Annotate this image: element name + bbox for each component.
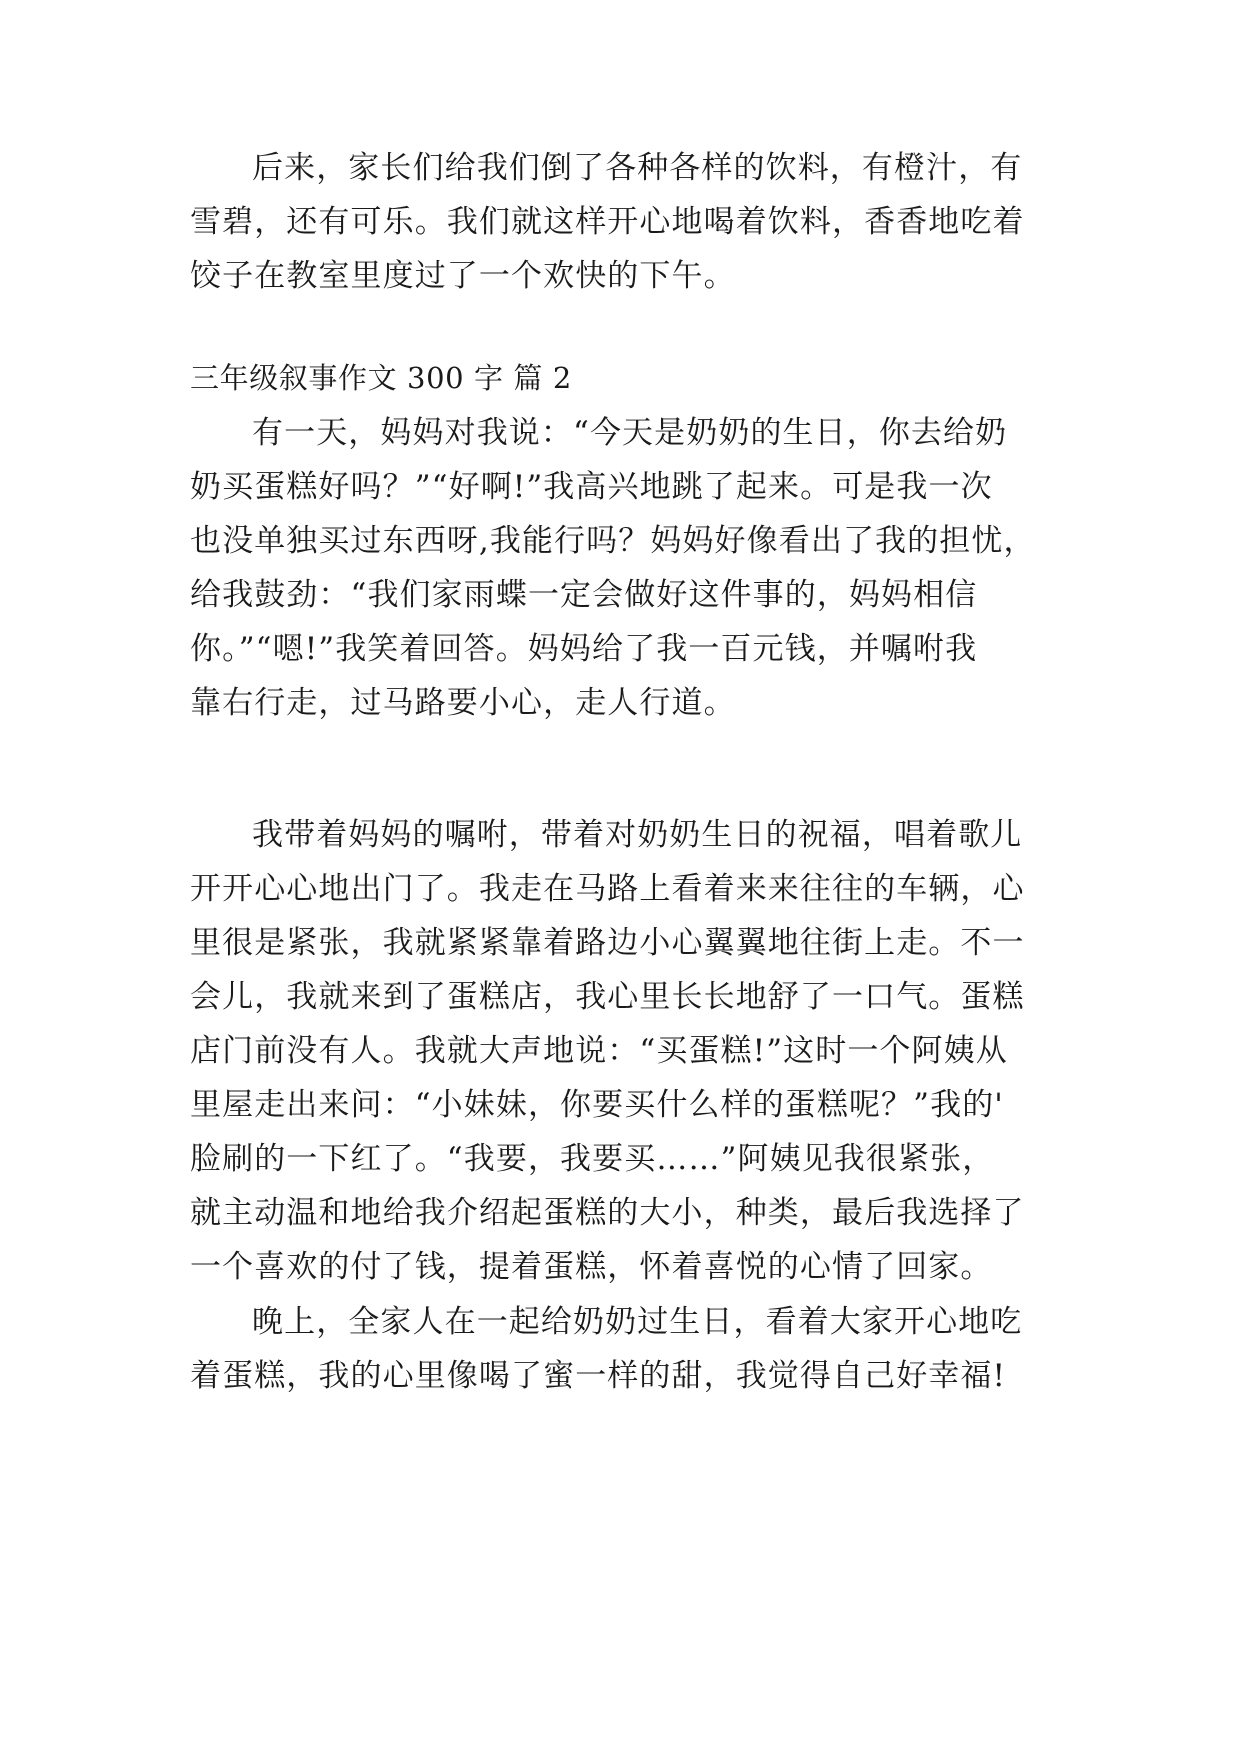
paragraph-line: 奶买蛋糕好吗？”“好啊!”我高兴地跳了起来。可是我一次 [190,469,993,505]
paragraph-line: 有一天，妈妈对我说：“今天是奶奶的生日，你去给奶 [252,415,1008,451]
paragraph-line: 给我鼓劲：“我们家雨蝶一定会做好这件事的，妈妈相信 [190,577,978,613]
paragraph-line: 店门前没有人。我就大声地说：“买蛋糕!”这时一个阿姨从 [190,1033,1008,1069]
paragraph-line: 也没单独买过东西呀,我能行吗？妈妈好像看出了我的担忧， [190,523,1036,559]
paragraph-line: 着蛋糕，我的心里像喝了蜜一样的甜，我觉得自己好幸福! [190,1358,1007,1394]
paragraph-line: 你。”“嗯!”我笑着回答。妈妈给了我一百元钱，并嘱咐我 [190,631,978,667]
section-heading: 三年级叙事作文 300 字 篇 2 [190,361,572,395]
paragraph-line: 我带着妈妈的嘱咐，带着对奶奶生日的祝福，唱着歌儿 [252,817,1023,853]
paragraph-line: 靠右行走，过马路要小心，走人行道。 [190,685,736,721]
paragraph-line: 会儿，我就来到了蛋糕店，我心里长长地舒了一口气。蛋糕 [190,979,1025,1015]
paragraph-line: 脸刷的一下红了。“我要，我要买……”阿姨见我很紧张， [190,1141,995,1177]
paragraph-line: 里屋走出来问：“小妹妹，你要买什么样的蛋糕呢？”我的' [190,1087,1004,1123]
paragraph-line: 饺子在教室里度过了一个欢快的下午。 [190,258,736,294]
paragraph-line: 雪碧，还有可乐。我们就这样开心地喝着饮料，香香地吃着 [190,204,1025,240]
paragraph-line: 就主动温和地给我介绍起蛋糕的大小，种类，最后我选择了 [190,1195,1025,1231]
paragraph-line: 晚上，全家人在一起给奶奶过生日，看着大家开心地吃 [252,1304,1023,1340]
paragraph-line: 后来，家长们给我们倒了各种各样的饮料，有橙汁，有 [252,150,1023,186]
paragraph-line: 一个喜欢的付了钱，提着蛋糕，怀着喜悦的心情了回家。 [190,1249,993,1285]
paragraph-line: 开开心心地出门了。我走在马路上看着来来往往的车辆，心 [190,871,1025,907]
paragraph-line: 里很是紧张，我就紧紧靠着路边小心翼翼地往街上走。不一 [190,925,1025,961]
